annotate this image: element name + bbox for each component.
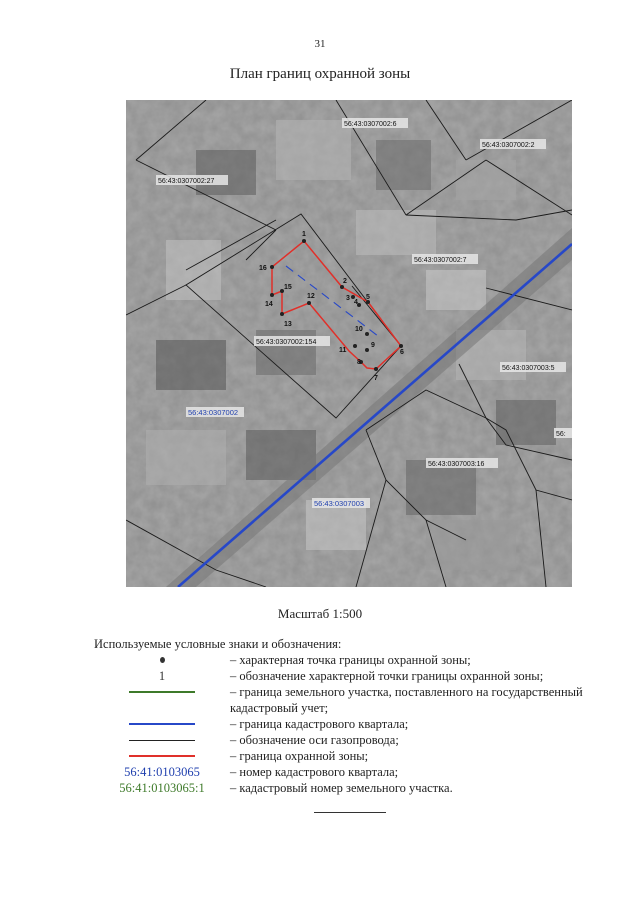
point-label: 7 bbox=[374, 375, 378, 382]
legend-description: – кадастровый номер земельного участка. bbox=[230, 781, 453, 795]
parcel-label: 56:43:0307002:154 bbox=[256, 339, 317, 346]
point-label: 13 bbox=[284, 321, 292, 328]
legend-symbol bbox=[94, 652, 230, 668]
legend-symbol bbox=[94, 668, 230, 684]
legend-description: – граница земельного участка, поставленного на государственный кадастровый учет; bbox=[230, 685, 583, 715]
legend-symbol bbox=[94, 748, 230, 764]
legend-row bbox=[94, 780, 614, 796]
legend-row bbox=[94, 748, 614, 764]
legend-description: – обозначение оси газопровода; bbox=[230, 733, 399, 747]
parcel-label: 56:43:0307002:27 bbox=[158, 178, 215, 185]
parcel-label: 56:43:0307003:5 bbox=[502, 365, 555, 372]
legend-row bbox=[94, 764, 614, 780]
legend bbox=[94, 652, 614, 796]
point-label: 6 bbox=[400, 349, 404, 356]
legend-symbol bbox=[94, 732, 230, 748]
legend-symbol bbox=[94, 780, 230, 796]
red-line-icon bbox=[129, 755, 195, 757]
parcel-label: 56:43:0307002:7 bbox=[414, 257, 467, 264]
black-line-icon bbox=[129, 740, 195, 741]
point-label: 8 bbox=[357, 359, 361, 366]
legend-symbol bbox=[94, 684, 230, 700]
point-label: 11 bbox=[339, 347, 347, 354]
legend-row bbox=[94, 684, 614, 716]
legend-symbol bbox=[94, 716, 230, 732]
point-label: 12 bbox=[307, 293, 315, 300]
point-number-sample: 1 bbox=[158, 669, 166, 683]
scale-label: Масштаб 1:500 bbox=[277, 606, 363, 621]
parcel-label: 56: bbox=[556, 431, 566, 438]
point-label: 5 bbox=[366, 294, 370, 301]
legend-symbol bbox=[94, 764, 230, 780]
point-label: 15 bbox=[284, 284, 292, 291]
point-label: 4 bbox=[354, 299, 358, 306]
parcel-label: 56:43:0307002:2 bbox=[482, 142, 535, 149]
legend-description: – граница кадастрового квартала; bbox=[230, 717, 409, 731]
legend-row bbox=[94, 716, 614, 732]
quarter-label: 56:43:0307002 bbox=[188, 408, 239, 417]
legend-row bbox=[94, 652, 614, 668]
legend-description: – номер кадастрового квартала; bbox=[230, 765, 399, 779]
map-image bbox=[126, 100, 572, 587]
bottom-divider bbox=[314, 812, 386, 813]
legend-row bbox=[94, 668, 614, 684]
point-label: 2 bbox=[343, 278, 347, 285]
point-label: 16 bbox=[259, 265, 267, 272]
green-line-icon bbox=[129, 691, 195, 693]
parcel-label: 56:43:0307002:6 bbox=[344, 121, 397, 128]
point-dot-icon bbox=[160, 657, 165, 663]
legend-description: – характерная точка границы охранной зоны; bbox=[230, 653, 471, 667]
legend-description: – обозначение характерной точки границы охранной зоны; bbox=[230, 669, 544, 683]
parcel-label: 56:43:0307003:16 bbox=[428, 461, 485, 468]
point-label: 3 bbox=[346, 295, 350, 302]
point-label: 10 bbox=[355, 326, 363, 333]
quarter-number-sample: 56:41:0103065 bbox=[124, 765, 200, 779]
legend-description: – граница охранной зоны; bbox=[230, 749, 369, 763]
page-number: 31 bbox=[314, 38, 326, 50]
parcel-number-sample: 56:41:0103065:1 bbox=[119, 781, 205, 795]
quarter-label: 56:43:0307003 bbox=[314, 499, 365, 508]
page-title: План границ охранной зоны bbox=[229, 66, 411, 82]
legend-title: Используемые условные знаки и обозначения: bbox=[94, 637, 342, 651]
point-label: 1 bbox=[302, 231, 306, 238]
blue-line-icon bbox=[129, 723, 195, 725]
point-label: 9 bbox=[371, 342, 375, 349]
legend-row bbox=[94, 732, 614, 748]
point-label: 14 bbox=[265, 301, 273, 308]
